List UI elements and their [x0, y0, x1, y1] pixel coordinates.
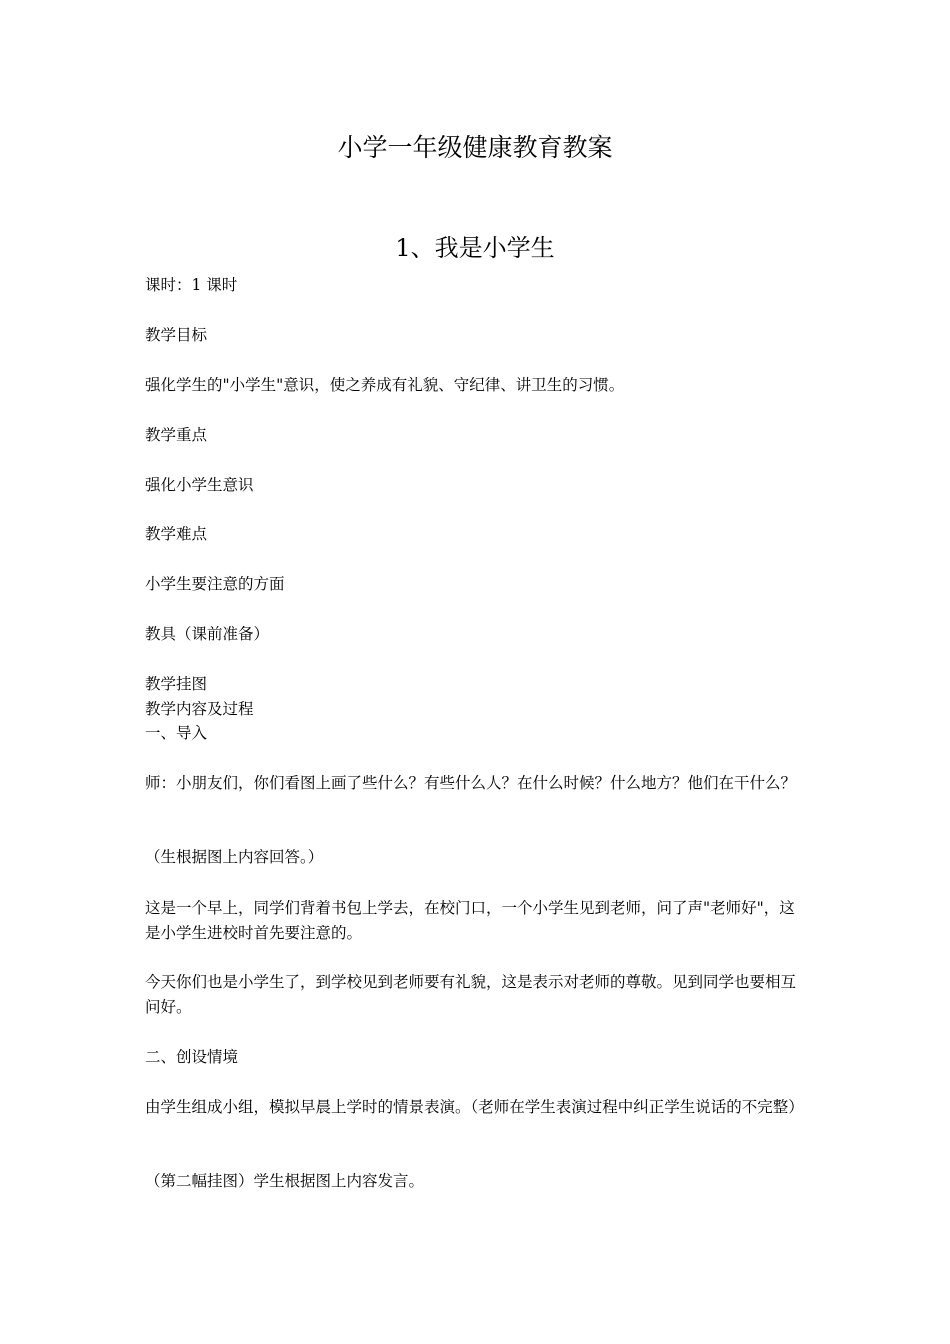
class-hours-text: 课时：1 课时: [145, 276, 238, 294]
difficulty-text: 小学生要注意的方面: [145, 575, 285, 593]
difficulty-heading: 教学难点: [145, 525, 208, 543]
explanation-paragraph-2: 今天你们也是小学生了，到学校见到老师要有礼貌，这是表示对老师的尊敬。见到同学也要相互问好。: [145, 973, 797, 1016]
key-point-heading: 教学重点: [145, 426, 208, 444]
teaching-tools-text: 教学挂图: [145, 675, 208, 693]
lesson-title: 1、我是小学生: [395, 234, 555, 262]
explanation-paragraph-1: 这是一个早上，同学们背着书包上学去，在校门口，一个小学生见到老师，问了声"老师好"，这是小学生进校时首先要注意的。: [145, 899, 795, 942]
key-point-text: 强化小学生意识: [145, 476, 254, 494]
student-answer-note: （生根据图上内容回答。）: [145, 848, 324, 866]
objective-text: 强化学生的"小学生"意识，使之养成有礼貌、守纪律、讲卫生的习惯。: [145, 376, 625, 394]
scenario-paragraph: 由学生组成小组，模拟早晨上学时的情景表演。（老师在学生表演过程中纠正学生说话的不完整）: [145, 1098, 804, 1116]
document-title: 小学一年级健康教育教案: [337, 133, 613, 162]
process-heading: 教学内容及过程: [145, 700, 254, 718]
teacher-question-paragraph: 师：小朋友们，你们看图上画了些什么？有些什么人？在什么时候？什么地方？他们在干什么？: [145, 774, 797, 792]
objective-heading: 教学目标: [145, 326, 208, 344]
second-picture-paragraph: （第二幅挂图）学生根据图上内容发言。: [145, 1172, 425, 1190]
section-two-heading: 二、创设情境: [145, 1048, 239, 1066]
teaching-tools-heading: 教具（课前准备）: [145, 625, 270, 643]
section-one-heading: 一、导入: [145, 724, 208, 742]
